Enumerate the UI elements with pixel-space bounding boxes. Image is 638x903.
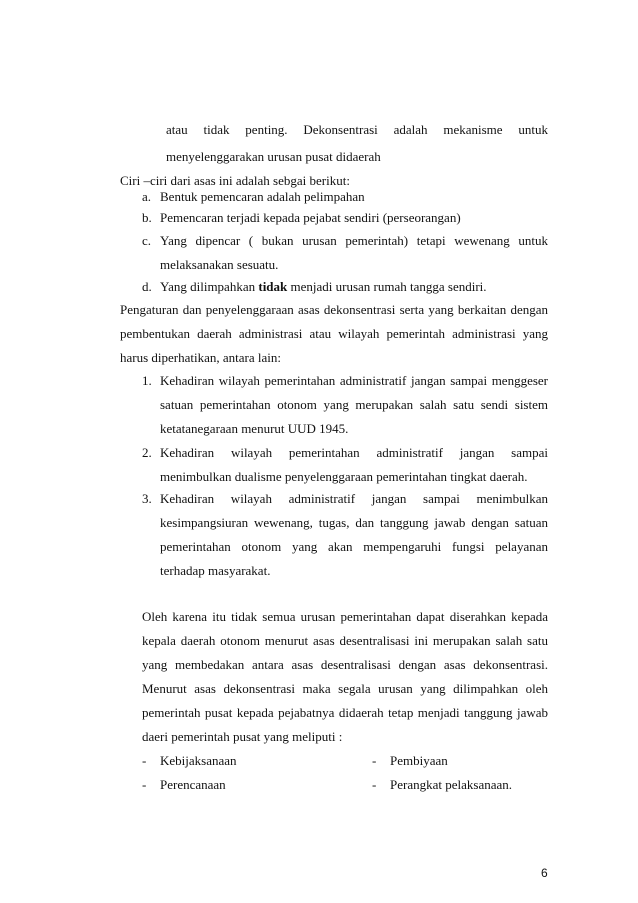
list-item	[160, 279, 487, 295]
list-item: Perencanaan	[160, 777, 226, 792]
paragraph-line: pemerintah pusat kepada pejabatnya didaerah tetap menjadi tanggung jawab	[142, 705, 548, 720]
text-run: Yang dilimpahkan	[160, 279, 259, 294]
list-marker: 1.	[142, 373, 152, 388]
list-item: Yang dipencar ( bukan urusan pemerintah) tetapi wewenang untuk	[160, 233, 548, 248]
paragraph-line: Menurut asas dekonsentrasi maka segala urusan yang dilimpahkan oleh	[142, 681, 548, 696]
bullet-dash: -	[142, 753, 147, 768]
text-run: menjadi urusan rumah tangga sendiri.	[287, 279, 487, 294]
paragraph-line: Pengaturan dan penyelenggaraan asas dekonsentrasi serta yang berkaitan dengan	[120, 302, 548, 317]
bold-text: tidak	[258, 279, 288, 294]
list-item: Kehadiran wilayah pemerintahan administratif jangan sampai menggeser	[160, 373, 548, 388]
paragraph-line: Oleh karena itu tidak semua urusan pemerintahan dapat diserahkan kepada	[142, 609, 548, 624]
list-marker: d.	[142, 279, 152, 294]
bullet-dash: -	[372, 753, 377, 768]
list-item: Bentuk pemencaran adalah pelimpahan	[160, 189, 365, 204]
list-item-continuation: menimbulkan dualisme penyelenggaraan pemerintahan tingkat daerah.	[160, 469, 528, 484]
list-item-continuation: ketatanegaraan menurut UUD 1945.	[160, 421, 349, 436]
list-item-continuation: terhadap masyarakat.	[160, 563, 271, 578]
list-marker: 3.	[142, 491, 152, 506]
list-item: Kehadiran wilayah pemerintahan administratif jangan sampai	[160, 445, 548, 460]
paragraph-line: yang membedakan antara asas desentralisasi dengan asas dekonsentrasi.	[142, 657, 548, 672]
section-heading: Ciri –ciri dari asas ini adalah sebgai berikut:	[120, 173, 350, 188]
list-item: Perangkat pelaksanaan.	[390, 777, 513, 792]
list-marker: 2.	[142, 445, 152, 460]
bullet-dash: -	[372, 777, 377, 792]
paragraph-line: kepala daerah otonom menurut asas desentralisasi ini merupakan salah satu	[142, 633, 548, 648]
list-item: Pembiyaan	[390, 753, 448, 768]
list-item-continuation: melaksanakan sesuatu.	[160, 257, 279, 272]
list-item: Pemencaran terjadi kepada pejabat sendiri (perseorangan)	[160, 210, 461, 225]
paragraph-line: menyelenggarakan urusan pusat didaerah	[166, 149, 381, 164]
list-item-continuation: pemerintahan otonom yang akan mempengaruhi fungsi pelayanan	[160, 539, 548, 554]
page-number: 6	[541, 866, 548, 880]
paragraph-line: pembentukan daerah administrasi atau wilayah pemerintah administrasi yang	[120, 326, 548, 341]
list-marker: b.	[142, 210, 152, 225]
bullet-dash: -	[142, 777, 147, 792]
paragraph-line: atau tidak penting. Dekonsentrasi adalah mekanisme untuk	[166, 122, 548, 137]
paragraph-line: daeri pemerintah pusat yang meliputi :	[142, 729, 343, 744]
list-marker: c.	[142, 233, 152, 248]
list-item-continuation: satuan pemerintahan otonom yang merupakan salah satu sendi sistem	[160, 397, 548, 412]
list-item-continuation: kesimpangsiuran wewenang, tugas, dan tanggung jawab dengan satuan	[160, 515, 548, 530]
list-item: Kebijaksanaan	[160, 753, 237, 768]
paragraph-line: harus diperhatikan, antara lain:	[120, 350, 281, 365]
list-marker: a.	[142, 189, 152, 204]
list-item: Kehadiran wilayah administratif jangan sampai menimbulkan	[160, 491, 548, 506]
